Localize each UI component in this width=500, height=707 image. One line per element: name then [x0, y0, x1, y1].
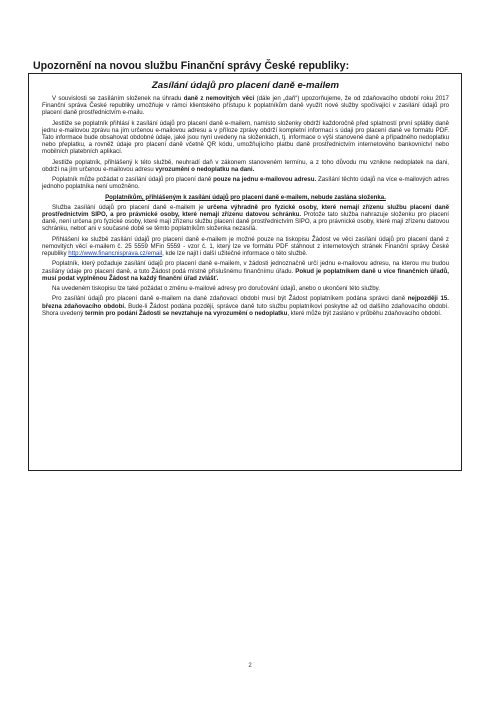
paragraph-deadline: Pro zasílání údajů pro placení daně e-mailem na dané zdaňovací období musí být Žádost poplatníkem podána správci daně nejpozději 15. března zdaňovacího období. Bude-li Žádost podána později, správce daně tuto službu poplatníkovi poskytne až od dalšího zdaňovacího období. Shora uvedený termín pro podání Žádosti se nevztahuje na vyrozumění o nedoplatku, které může být zasláno v průběhu zdaňovacího období. — [42, 295, 449, 317]
paragraph-form: Přihlášení ke službě zasílání údajů pro placení daně e-mailem je možné pouze na tiskopisu Žádost ve věci zasílání údajů pro placení daně z nemovitých věcí e-mailem č. 25 5559 MFin 5559 - vzor č. 1, který lze ve formátu PDF stáhnout z internetových stránek Finanční správy České republiky http://www.financnisprava.cz/email, kde lze najít i další užitečné informace o této službě. — [42, 235, 449, 258]
financnisprava-link[interactable]: http://www.financnisprava.cz/email — [68, 250, 163, 258]
paragraph-eligibility: Služba zasílání údajů pro placení daně e-mailem je určena výhradně pro fyzické osoby, které nemají zřízenu službu placení daně prostřednictvím SIPO, a pro právnické osoby, které nemají zřízenu datovou schránku. Protože tato služba nahrazuje složenku pro placení daně, není určena pro fyzické osoby, které mají zřízenu službu placení daně prostřednictvím SIPO, a pro právnické osoby, které mají zřízenu datovou schránku, neboť ani v současné době se těmto poplatníkům složenka nezasílá. — [42, 203, 450, 233]
paragraph-no-slip: Poplatníkům, přihlášeným k zasílání údajů pro placení daně e-mailem, nebude zaslána složenka. — [105, 193, 386, 201]
paragraph-registration: Jestliže se poplatník přihlásí k zasílání údajů pro placení daně e-mailem, namísto složenky obdrží každoročně před splatností první splátky daně jednu e-mailovou zprávu na jím určenou e-mailovou adresu a v příloze zprávy obdrží kompletní informaci s údaji pro placení daně ve formátu PDF. Tato informace bude obsahovat obdobné údaje, jaké jsou nyní uvedeny na složenkách, tj. informace o výši stanovené daně a případného nedoplatku nebo přeplatku, a rovněž údaje pro placení daně včetně QR kódu, umožňujícího platbu daně prostřednictvím internetového bankovnictví nebo mobilních platebních aplikací. — [42, 119, 449, 156]
paragraph-intro: V souvislosti se zasíláním složenek na úhradu daně z nemovitých věcí (dále jen „daň“) upozorňujeme, že od zdaňovacího období roku 2017 Finanční správa České republiky umožňuje v rámci klientského přístupu k poplatníkům daně využít nové služby spočívající v zasílání údajů pro placení daně prostřednictvím e-mailu. — [42, 95, 449, 117]
paragraph-submission: Poplatník, který požaduje zasílání údajů pro placení daně e-mailem, v žádosti jednoznačně určí jednu e-mailovou adresu, na kterou mu budou zasílány údaje pro placení daně, a tuto Žádost podá místně příslušnému finančnímu úřadu. Pokud je poplatníkem daně u více finančních úřadů, musí podat vyplněnou Žádost na každý finanční úřad zvlášť. — [42, 260, 449, 282]
paragraph-change: Na uvedeném tiskopisu lze také požádat o změnu e-mailové adresy pro doručování údajů, anebo o ukončení této služby. — [52, 285, 380, 293]
page-number: 2 — [248, 663, 252, 669]
info-box — [28, 73, 462, 471]
paragraph-single-address: Poplatník může požádat o zasílání údajů pro placení daně pouze na jednu e-mailovou adresu. Zasílání těchto údajů na více e-mailových adres jednoho poplatníka není umožněno. — [42, 176, 449, 191]
box-title: Zasílání údajů pro placení daně e-mailem — [151, 80, 340, 91]
page-heading: Upozornění na novou službu Finanční správy České republiky: — [33, 60, 350, 72]
paragraph-arrears: Jestliže poplatník, přihlášený k této službě, neuhradí daň v zákonem stanoveném termínu, a z toho důvodu mu vznikne nedoplatek na dani, obdrží na jím určenou e-mailovou adresu vyrozumění o nedoplatku na dani. — [42, 158, 449, 173]
